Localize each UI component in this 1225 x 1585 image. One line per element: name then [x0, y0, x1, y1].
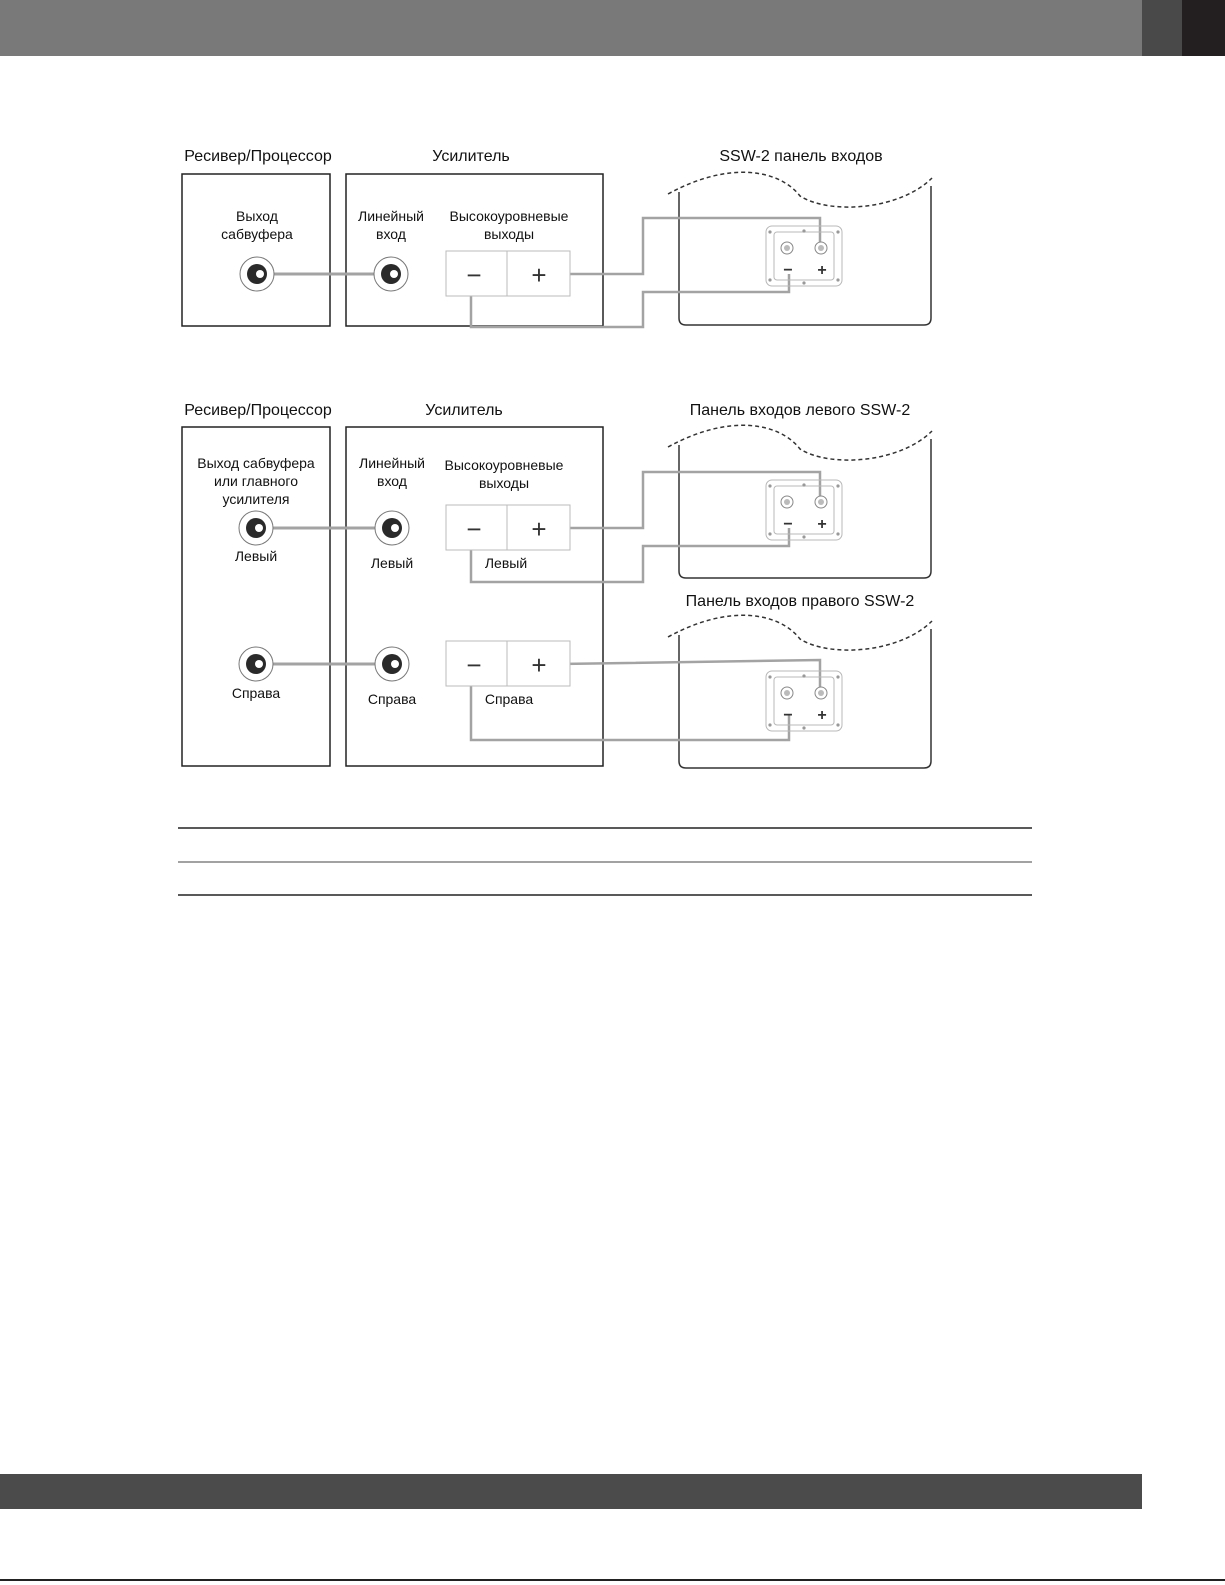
- hl-out-left-label: Левый: [484, 555, 528, 571]
- hl-out2-label-line2: выходы: [478, 475, 530, 491]
- hl-out-right-label: Справа: [484, 691, 534, 707]
- right-panel-cut-edge: [668, 615, 932, 650]
- left-plate-minus: −: [783, 516, 793, 533]
- amplifier-title-2: Усилитель: [425, 402, 503, 419]
- receiver-title: Ресивер/Процессор: [184, 148, 332, 165]
- line-in2-label-line2: вход: [377, 473, 407, 489]
- left-panel-title: Панель входов левого SSW-2: [689, 402, 911, 419]
- minus-terminal-symbol: −: [466, 260, 482, 290]
- line-in-right-rca-jack-icon: [375, 647, 409, 681]
- line-in-label-line1: Линейный: [358, 208, 424, 224]
- line-in-label-line2: вход: [376, 226, 406, 242]
- left-plate-plus: +: [817, 516, 827, 533]
- amplifier-box: [346, 174, 603, 326]
- line-in-rca-jack-icon: [374, 257, 408, 291]
- receiver-title-2: Ресивер/Процессор: [184, 402, 332, 419]
- footer-bar: [0, 1474, 1142, 1509]
- hl-terminal-block-left: [446, 505, 570, 550]
- panel-cut-edge: [668, 172, 932, 207]
- footer-rule: [0, 1579, 1225, 1581]
- hl-out-label-line1: Высокоуровневые: [449, 208, 569, 224]
- hl-out-label-line2: выходы: [483, 226, 535, 242]
- right-panel-outline: [679, 629, 931, 768]
- right-plate-plus: +: [817, 707, 827, 724]
- minus-terminal-left: −: [466, 514, 482, 544]
- right-plate-minus: −: [783, 707, 793, 724]
- line-in-left-label: Левый: [370, 555, 414, 571]
- diagram-dual-sub: [182, 402, 932, 768]
- receiver-left-rca-jack-icon: [239, 511, 273, 545]
- line-in-right-label: Справа: [367, 691, 417, 707]
- receiver2-label-line3: усилителя: [222, 491, 290, 507]
- receiver-right-label: Справа: [231, 685, 281, 701]
- plus-terminal-right: +: [531, 650, 547, 680]
- right-ssw2-terminal-plate-icon: [766, 671, 842, 731]
- panel-title: SSW-2 панель входов: [719, 148, 883, 165]
- line-in2-label-line1: Линейный: [359, 455, 425, 471]
- minus-terminal-right: −: [466, 650, 482, 680]
- right-panel-title: Панель входов правого SSW-2: [685, 593, 915, 610]
- left-panel-cut-edge: [668, 425, 932, 460]
- amplifier-title: Усилитель: [432, 148, 510, 165]
- left-panel-outline: [679, 439, 931, 578]
- panel-outline: [679, 186, 931, 325]
- hl-terminal-block: [446, 251, 570, 296]
- receiver-left-label: Левый: [234, 548, 278, 564]
- left-ssw2-terminal-plate-icon: [766, 480, 842, 540]
- receiver2-label-line1: Выход сабвуфера: [197, 455, 315, 471]
- plus-terminal-symbol: +: [531, 260, 547, 290]
- receiver-rca-jack-icon: [240, 257, 274, 291]
- receiver-label-line2: сабвуфера: [221, 226, 293, 242]
- ssw2-terminal-plate-icon: [766, 226, 842, 286]
- plate-minus: −: [783, 262, 793, 279]
- receiver-box: [182, 174, 330, 326]
- diagram-single-sub: [182, 148, 932, 327]
- plate-plus: +: [817, 262, 827, 279]
- receiver-label-line1: Выход: [236, 208, 278, 224]
- plus-terminal-left: +: [531, 514, 547, 544]
- hl-out2-label-line1: Высокоуровневые: [444, 457, 564, 473]
- hl-terminal-block-right: [446, 641, 570, 686]
- receiver2-label-line2: или главного: [214, 473, 298, 489]
- line-in-left-rca-jack-icon: [375, 511, 409, 545]
- receiver-right-rca-jack-icon: [239, 647, 273, 681]
